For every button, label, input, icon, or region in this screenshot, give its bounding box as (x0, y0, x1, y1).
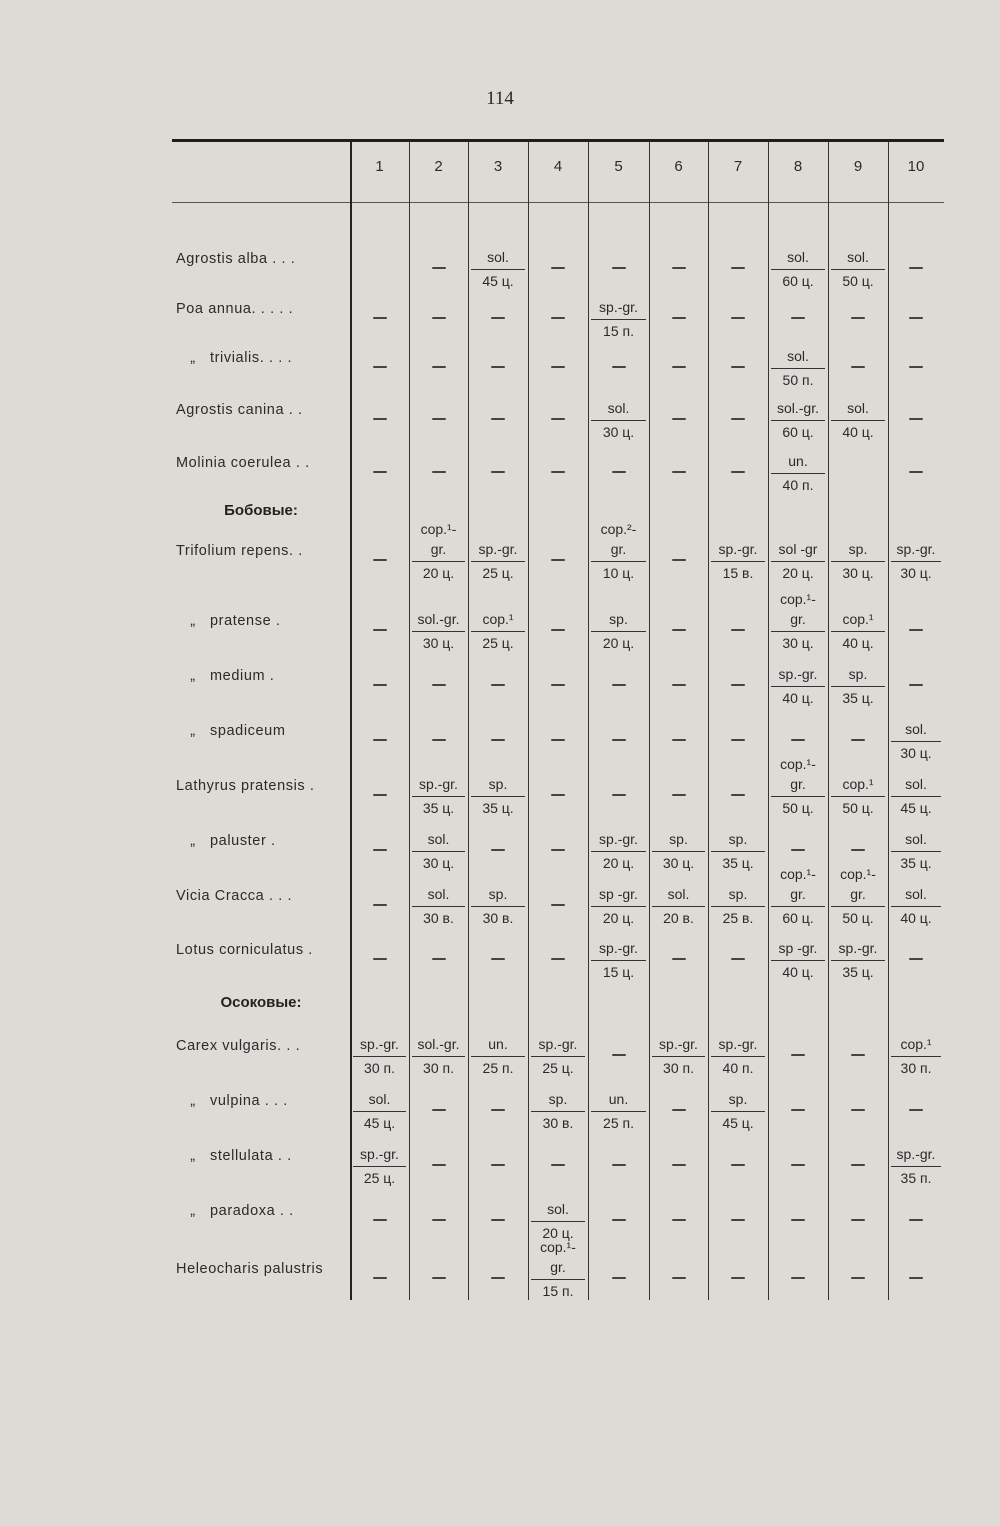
empty-dash (909, 267, 923, 269)
height-value: 35 ц. (482, 800, 514, 816)
empty-dash (432, 684, 446, 686)
species-name: Poa annua. . . . . (176, 301, 294, 317)
empty-dash (851, 1277, 865, 1279)
species-name: Molinia coerulea . . (176, 455, 310, 471)
height-value: 30 ц. (782, 635, 814, 651)
empty-dash (909, 1277, 923, 1279)
species-name: Lotus corniculatus . (176, 942, 313, 958)
empty-dash (432, 418, 446, 420)
height-value: 35 ц. (722, 855, 754, 871)
abundance-value: gr. (771, 776, 825, 797)
species-name: Heleocharis palustris (176, 1261, 324, 1277)
abundance-value: gr. (531, 1259, 585, 1280)
empty-dash (491, 366, 505, 368)
abundance-value: cop.¹- (420, 521, 457, 537)
empty-dash (672, 739, 686, 741)
height-value: 30 ц. (602, 424, 635, 440)
height-value: 35 ц. (842, 964, 874, 980)
height-value: 45 ц. (482, 273, 514, 289)
species-name: „ paradoxa . . (176, 1203, 348, 1223)
abundance-value: sol. (831, 400, 885, 421)
empty-dash (551, 418, 565, 420)
height-value: 50 ц. (842, 273, 874, 289)
empty-dash (373, 1219, 387, 1221)
species-name: „ spadiceum (176, 723, 348, 743)
empty-dash (551, 958, 565, 960)
empty-dash (672, 1109, 686, 1111)
empty-dash (731, 739, 745, 741)
empty-dash (373, 684, 387, 686)
empty-dash (731, 366, 745, 368)
height-value: 10 ц. (602, 565, 635, 581)
species-name: Lathyrus pratensis . (176, 778, 315, 794)
empty-dash (731, 794, 745, 796)
empty-dash (612, 1054, 626, 1056)
abundance-value: cop.¹ (831, 776, 885, 797)
empty-dash (432, 317, 446, 319)
empty-dash (612, 794, 626, 796)
abundance-value: sol. (831, 249, 885, 270)
height-value: 40 п. (782, 477, 814, 493)
empty-dash (909, 684, 923, 686)
ditto-mark: „ (190, 350, 196, 366)
height-value: 30 в. (542, 1115, 574, 1131)
empty-dash (612, 1164, 626, 1166)
height-value: 45 ц. (722, 1115, 754, 1131)
abundance-value: cop.²- (600, 521, 637, 537)
empty-dash (672, 684, 686, 686)
empty-dash (909, 1109, 923, 1111)
height-value: 50 ц. (782, 800, 814, 816)
empty-dash (373, 418, 387, 420)
ditto-mark: „ (190, 1203, 196, 1219)
empty-dash (432, 1277, 446, 1279)
empty-dash (373, 629, 387, 631)
abundance-value: sol. (771, 348, 825, 369)
abundance-value: cop.¹- (780, 756, 816, 772)
empty-dash (672, 629, 686, 631)
ditto-mark: „ (190, 723, 196, 739)
abundance-value: sp.-gr. (591, 940, 646, 961)
abundance-value: sp.-gr. (711, 541, 765, 562)
height-value: 20 в. (663, 910, 694, 926)
empty-dash (672, 317, 686, 319)
empty-dash (373, 1277, 387, 1279)
section-title: Бобовые: (224, 502, 298, 519)
empty-dash (491, 317, 505, 319)
height-value: 40 ц. (782, 690, 814, 706)
empty-dash (432, 366, 446, 368)
empty-dash (373, 849, 387, 851)
height-value: 40 ц. (782, 964, 814, 980)
empty-dash (373, 739, 387, 741)
empty-dash (432, 471, 446, 473)
height-value: 35 ц. (842, 690, 874, 706)
height-value: 30 в. (423, 910, 454, 926)
empty-dash (551, 794, 565, 796)
height-value: 20 ц. (602, 910, 635, 926)
height-value: 50 ц. (842, 800, 874, 816)
empty-dash (909, 471, 923, 473)
empty-dash (672, 471, 686, 473)
empty-dash (373, 559, 387, 561)
empty-dash (491, 418, 505, 420)
section-title: Осоковые: (220, 994, 302, 1011)
empty-dash (672, 267, 686, 269)
abundance-value: sp.-gr. (831, 940, 885, 961)
empty-dash (551, 366, 565, 368)
abundance-value: sp.-gr. (353, 1146, 406, 1167)
abundance-value: sp -gr. (591, 886, 646, 907)
height-value: 30 ц. (900, 565, 932, 581)
height-value: 30 в. (482, 910, 514, 926)
height-value: 50 ц. (842, 910, 874, 926)
empty-dash (551, 629, 565, 631)
height-value: 20 ц. (542, 1225, 574, 1241)
height-value: 60 ц. (782, 273, 814, 289)
column-rule (768, 142, 769, 1300)
empty-dash (612, 739, 626, 741)
empty-dash (791, 1054, 805, 1056)
abundance-value: sp. (831, 541, 885, 562)
column-rule (588, 142, 589, 1300)
height-value: 30 ц. (422, 635, 455, 651)
empty-dash (491, 1164, 505, 1166)
empty-dash (791, 1164, 805, 1166)
height-value: 40 ц. (842, 424, 874, 440)
column-rule (649, 142, 650, 1300)
abundance-value: gr. (771, 886, 825, 907)
empty-dash (612, 471, 626, 473)
column-header: 4 (553, 158, 563, 175)
height-value: 30 ц. (422, 855, 455, 871)
column-header: 5 (614, 158, 623, 175)
abundance-value: sp.-gr. (471, 541, 525, 562)
height-value: 25 п. (482, 1060, 514, 1076)
height-value: 25 ц. (482, 635, 514, 651)
empty-dash (851, 849, 865, 851)
empty-dash (551, 559, 565, 561)
abundance-value: sol. (652, 886, 705, 907)
empty-dash (491, 1109, 505, 1111)
abundance-value: gr. (591, 541, 646, 562)
height-value: 20 ц. (422, 565, 455, 581)
abundance-value: sp.-gr. (591, 831, 646, 852)
empty-dash (851, 1219, 865, 1221)
height-value: 40 ц. (900, 910, 932, 926)
height-value: 60 ц. (782, 424, 814, 440)
abundance-value: sp.-gr. (531, 1036, 585, 1057)
empty-dash (612, 1277, 626, 1279)
abundance-value: gr. (831, 886, 885, 907)
column-header: 2 (434, 158, 443, 175)
empty-dash (373, 366, 387, 368)
empty-dash (491, 1219, 505, 1221)
empty-dash (851, 1109, 865, 1111)
height-value: 30 ц. (900, 745, 932, 761)
height-value: 50 п. (782, 372, 814, 388)
empty-dash (491, 471, 505, 473)
empty-dash (851, 1164, 865, 1166)
abundance-value: sp.-gr. (412, 776, 465, 797)
height-value: 30 ц. (842, 565, 874, 581)
column-rule (468, 142, 469, 1300)
empty-dash (491, 849, 505, 851)
abundance-value: un. (471, 1036, 525, 1057)
height-value: 30 п. (663, 1060, 694, 1076)
species-name: Agrostis alba . . . (176, 251, 296, 267)
empty-dash (791, 1277, 805, 1279)
abundance-value: sol. (891, 776, 941, 797)
page-number: 114 (486, 88, 514, 109)
height-value: 30 п. (364, 1060, 395, 1076)
empty-dash (432, 1219, 446, 1221)
empty-dash (791, 1219, 805, 1221)
empty-dash (672, 1277, 686, 1279)
abundance-value: sp.-gr. (353, 1036, 406, 1057)
species-name: Vicia Cracca . . . (176, 888, 293, 904)
column-rule (708, 142, 709, 1300)
height-value: 35 ц. (900, 855, 932, 871)
empty-dash (612, 366, 626, 368)
abundance-value: sol.-gr. (412, 611, 465, 632)
column-rule (409, 142, 410, 1300)
abundance-value: gr. (771, 611, 825, 632)
abundance-value: sol. (891, 721, 941, 742)
empty-dash (731, 418, 745, 420)
height-value: 30 п. (900, 1060, 932, 1076)
empty-dash (672, 1219, 686, 1221)
abundance-value: sol. (471, 249, 525, 270)
empty-dash (791, 1109, 805, 1111)
empty-dash (909, 366, 923, 368)
abundance-value: sp. (711, 831, 765, 852)
empty-dash (373, 794, 387, 796)
empty-dash (851, 1054, 865, 1056)
column-rule (828, 142, 829, 1300)
empty-dash (373, 904, 387, 906)
abundance-value: un. (591, 1091, 646, 1112)
empty-dash (551, 849, 565, 851)
height-value: 35 п. (900, 1170, 932, 1186)
column-rule (350, 142, 352, 1300)
species-name: „ trivialis. . . . (176, 350, 348, 370)
abundance-value: sol. (891, 886, 941, 907)
height-value: 35 ц. (422, 800, 455, 816)
height-value: 25 ц. (482, 565, 514, 581)
empty-dash (731, 684, 745, 686)
height-value: 30 ц. (662, 855, 695, 871)
species-name: „ paluster . (176, 833, 348, 853)
column-header: 10 (907, 158, 925, 175)
empty-dash (851, 366, 865, 368)
abundance-value: cop.¹- (780, 866, 816, 882)
abundance-value: cop.¹ (471, 611, 525, 632)
empty-dash (672, 1164, 686, 1166)
abundance-value: sol. (412, 831, 465, 852)
height-value: 15 в. (722, 565, 754, 581)
species-name: „ pratense . (176, 613, 348, 633)
empty-dash (491, 958, 505, 960)
empty-dash (672, 418, 686, 420)
empty-dash (612, 1219, 626, 1221)
abundance-value: cop.¹ (891, 1036, 941, 1057)
empty-dash (551, 739, 565, 741)
empty-dash (432, 267, 446, 269)
abundance-value: cop.¹- (780, 591, 816, 607)
abundance-value: sol -gr (771, 541, 825, 562)
height-value: 60 ц. (782, 910, 814, 926)
empty-dash (791, 739, 805, 741)
column-header: 3 (493, 158, 503, 175)
empty-dash (491, 1277, 505, 1279)
empty-dash (551, 317, 565, 319)
ditto-mark: „ (190, 613, 196, 629)
species-name: „ vulpina . . . (176, 1093, 348, 1113)
empty-dash (731, 1277, 745, 1279)
abundance-value: sp.-gr. (891, 1146, 941, 1167)
height-value: 25 п. (603, 1115, 634, 1131)
abundance-value: sp. (471, 776, 525, 797)
empty-dash (551, 267, 565, 269)
empty-dash (731, 1164, 745, 1166)
empty-dash (851, 317, 865, 319)
ditto-mark: „ (190, 668, 196, 684)
abundance-value: sp. (471, 886, 525, 907)
empty-dash (731, 629, 745, 631)
abundance-value: sol. (771, 249, 825, 270)
empty-dash (432, 958, 446, 960)
empty-dash (432, 1164, 446, 1166)
empty-dash (672, 794, 686, 796)
height-value: 25 ц. (542, 1060, 574, 1076)
abundance-value: sp. (591, 611, 646, 632)
empty-dash (551, 904, 565, 906)
abundance-value: cop.¹- (840, 866, 876, 882)
column-rule (888, 142, 889, 1300)
abundance-value: sp. (531, 1091, 585, 1112)
species-table (172, 139, 944, 1300)
abundance-value: sp. (711, 1091, 765, 1112)
empty-dash (791, 849, 805, 851)
column-header: 6 (674, 158, 683, 175)
ditto-mark: „ (190, 833, 196, 849)
empty-dash (551, 684, 565, 686)
abundance-value: sp.-gr. (711, 1036, 765, 1057)
abundance-value: sp -gr. (771, 940, 825, 961)
empty-dash (909, 958, 923, 960)
empty-dash (731, 471, 745, 473)
empty-dash (909, 317, 923, 319)
species-name: Trifolium repens. . (176, 543, 303, 559)
column-header: 7 (733, 158, 743, 175)
height-value: 20 ц. (782, 565, 814, 581)
abundance-value: sp.-gr. (591, 299, 646, 320)
empty-dash (551, 1164, 565, 1166)
column-header: 1 (375, 158, 384, 175)
abundance-value: sol.-gr. (412, 1036, 465, 1057)
abundance-value: sp. (711, 886, 765, 907)
height-value: 40 п. (722, 1060, 754, 1076)
abundance-value: sp.-gr. (771, 666, 825, 687)
empty-dash (791, 317, 805, 319)
empty-dash (612, 267, 626, 269)
empty-dash (373, 471, 387, 473)
ditto-mark: „ (190, 1148, 196, 1164)
abundance-value: sol. (891, 831, 941, 852)
empty-dash (909, 418, 923, 420)
empty-dash (373, 958, 387, 960)
height-value: 30 п. (423, 1060, 454, 1076)
species-name: „ stellulata . . (176, 1148, 348, 1168)
abundance-value: sp. (652, 831, 705, 852)
species-name: Agrostis canina . . (176, 402, 303, 418)
empty-dash (909, 1219, 923, 1221)
abundance-value: un. (771, 453, 825, 474)
empty-dash (491, 684, 505, 686)
height-value: 25 в. (722, 910, 754, 926)
height-value: 40 ц. (842, 635, 874, 651)
abundance-value: cop.¹- (540, 1239, 576, 1255)
abundance-value: sol. (353, 1091, 406, 1112)
column-header: 9 (853, 158, 863, 175)
abundance-value: sol. (531, 1201, 585, 1222)
abundance-value: gr. (412, 541, 465, 562)
height-value: 45 ц. (363, 1115, 396, 1131)
abundance-value: sp.-gr. (652, 1036, 705, 1057)
abundance-value: sol. (591, 400, 646, 421)
empty-dash (551, 471, 565, 473)
empty-dash (432, 1109, 446, 1111)
height-value: 15 ц. (602, 964, 635, 980)
abundance-value: cop.¹ (831, 611, 885, 632)
empty-dash (672, 559, 686, 561)
empty-dash (851, 739, 865, 741)
height-value: 25 ц. (363, 1170, 396, 1186)
abundance-value: sp. (831, 666, 885, 687)
abundance-value: sol.-gr. (771, 400, 825, 421)
species-name: Carex vulgaris. . . (176, 1038, 301, 1054)
empty-dash (612, 684, 626, 686)
height-value: 20 ц. (602, 635, 635, 651)
height-value: 15 п. (542, 1283, 574, 1299)
empty-dash (672, 366, 686, 368)
empty-dash (731, 1219, 745, 1221)
empty-dash (731, 317, 745, 319)
height-value: 15 п. (603, 323, 634, 339)
empty-dash (672, 958, 686, 960)
empty-dash (491, 739, 505, 741)
ditto-mark: „ (190, 1093, 196, 1109)
column-header: 8 (793, 158, 803, 175)
empty-dash (373, 317, 387, 319)
empty-dash (432, 739, 446, 741)
column-rule (528, 142, 529, 1300)
empty-dash (731, 267, 745, 269)
height-value: 45 ц. (900, 800, 932, 816)
abundance-value: sol. (412, 886, 465, 907)
species-name: „ medium . (176, 668, 348, 688)
empty-dash (731, 958, 745, 960)
abundance-value: sp.-gr. (891, 541, 941, 562)
height-value: 20 ц. (602, 855, 635, 871)
empty-dash (909, 629, 923, 631)
